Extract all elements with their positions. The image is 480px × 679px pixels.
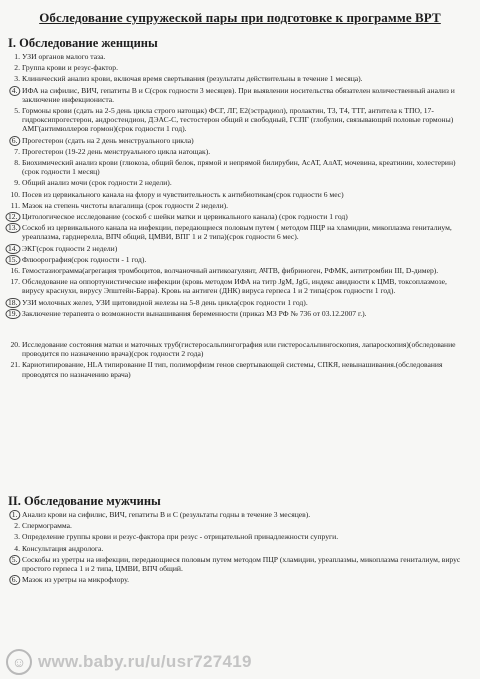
women-exam-item [0, 158, 466, 176]
item-text: Клинический анализ крови, включая время свертывания (результаты действительны в течение 1 месяца). [22, 74, 363, 84]
item-number: 19. [6, 309, 21, 319]
item-number: 9. [14, 178, 20, 188]
women-section-heading: I. Обследование женщины [8, 36, 158, 50]
item-text: УЗИ органов малого таза. [22, 52, 106, 61]
item-text: Общий анализ мочи (срок годности 2 недели). [22, 178, 172, 188]
women-exam-item [0, 201, 466, 210]
item-number: 12. [6, 212, 21, 222]
women-exam-item [0, 178, 466, 187]
item-text: ИФА на сифилис, ВИЧ, гепатиты В и С(срок годности 3 месяцев). При выявлении носительства обязателен количественный анализ и заключение инфекциониста. [22, 85, 455, 104]
item-text: Обследование на оппортунистические инфекции (кровь методом ИФА на титр JgM, JgG, индекс авидности к ЦМВ, токсоплазмозе, вирусу краснухи, вирусу Эпштейн-Барра). Кровь на антиген (ДНК) вируса герпеса 1 и 2 типа(срок годности 1 год). [22, 277, 447, 296]
item-text: Заключение терапевта о возможности вынашивания беременности (приказ МЗ РФ № 736 от 03.12.2007 г.). [22, 308, 367, 318]
item-number: 2. [14, 63, 20, 73]
item-number: 6. [9, 575, 20, 585]
women-exam-item [0, 340, 466, 358]
men-section-heading: II. Обследование мужчины [8, 494, 161, 508]
item-text: Определение группы крови и резус-фактора при резус - отрицательной принадлежности супруги. [22, 532, 339, 542]
men-exam-item [0, 521, 466, 530]
item-number: 3. [14, 74, 20, 84]
women-exam-item [0, 223, 466, 241]
item-text: Биохимический анализ крови (глюкоза, общий белок, прямой и непрямой билирубин, АсАТ, АлАТ, мочевина, креатинин, холестерин) (срок годности 1 месяц) [22, 158, 456, 177]
site-watermark [6, 649, 252, 675]
item-text: Прогестерон (19-22 день менструального цикла натощак). [22, 146, 211, 156]
item-text: Соскоб из цервикального канала на инфекции, передающиеся половым путем ( методом ПЦР на хламидии, микоплазма гениталиум, уреаплазма, гарднерелла, ВПЧ общий, ЦМВИ, ВПГ 1 и 2 типа)(срок годности 6 мес). [22, 223, 452, 242]
women-exam-item [0, 190, 466, 199]
women-exam-item [0, 309, 466, 318]
women-exam-item [0, 147, 466, 156]
women-exam-item [0, 277, 466, 295]
item-text: Кариотипирование, HLA типирование II тип, полиморфизм генов свертывающей системы, СПКЯ, невынашивания.(обследования проводятся по назначению врача) [22, 360, 443, 379]
item-number: 5. [9, 555, 20, 565]
item-text: Группа крови и резус-фактор. [22, 63, 118, 73]
item-number: 18. [6, 298, 21, 308]
item-number: 3. [14, 532, 20, 542]
women-exam-item [0, 86, 466, 104]
item-text: Посев из цервикального канала на флору и чувствительность к антибиотикам(срок годности 6 мес) [22, 189, 344, 199]
item-number: 1. [9, 510, 20, 520]
item-text: Мазок на степень чистоты влагалища (срок годности 2 недели). [22, 200, 229, 210]
baby-face-icon: ☺ [6, 649, 32, 675]
item-number: 15. [6, 255, 21, 265]
item-text: Спермограмма. [22, 521, 72, 531]
women-exam-item [0, 255, 466, 264]
item-text: Анализ крови на сифилис, ВИЧ, гепатиты В и С (результаты годны в течение 3 месяцев). [22, 510, 311, 519]
men-exam-list [0, 508, 466, 584]
item-text: Прогестерон (сдать на 2 день менструального цикла) [22, 135, 194, 145]
item-text: Гормоны крови (сдать на 2-5 день цикла строго натощак) ФСГ, ЛГ, Е2(эстрадиол), пролактин, Т3, Т4, ТТГ, антитела к ТПО, 17-гидроксипрогестерон, андростендион, ДЭАС-С, тестостерон общий и свободный, ГСПГ (глобулин, связывающий половые гормоны) АМГ(антимюллеров гормон)(срок годности 1 год). [22, 106, 454, 134]
item-number: 4. [14, 543, 20, 553]
item-number: 13. [6, 223, 21, 233]
item-text: Гемостазиограмма(агрегация тромбоцитов, волчаночный антикоагулянт, АЧТВ, фибриноген, РФМК, антитромбин III, D-димер). [22, 266, 439, 276]
women-exam-list [0, 50, 466, 379]
item-number: 5. [14, 106, 20, 116]
watermark-text: www.baby.ru/u/usr727419 [38, 652, 252, 671]
women-exam-item [0, 360, 466, 378]
item-number: 20. [10, 340, 20, 350]
item-number: 17. [10, 277, 20, 287]
item-text: Исследование состояния матки и маточных труб(гистеросальпингография или гистеросальпингоскопия, лапароскопия)(обследование проводится по назначению врача)(срок годности 2 года) [22, 340, 456, 359]
item-number: 11. [10, 200, 20, 210]
women-exam-item [0, 244, 466, 253]
men-exam-item [0, 555, 466, 573]
men-exam-item [0, 532, 466, 541]
document-title: Обследование супружеской пары при подготовке к программе ВРТ [39, 10, 441, 25]
item-text: ЭКГ(срок годности 2 недели) [22, 243, 118, 253]
women-exam-item [0, 52, 466, 61]
item-number: 7. [14, 146, 20, 156]
women-exam-item [0, 266, 466, 275]
item-number: 8. [14, 158, 20, 168]
men-exam-item [0, 544, 466, 553]
item-number: 10. [10, 189, 20, 199]
item-number: 4. [9, 86, 20, 96]
item-text: Консультация андролога. [22, 543, 104, 553]
item-number: 6. [9, 136, 20, 146]
women-exam-item [0, 74, 466, 83]
men-exam-item [0, 510, 466, 519]
women-exam-item [0, 63, 466, 72]
item-number: 21. [10, 360, 20, 370]
men-exam-item [0, 575, 466, 584]
item-number: 14. [6, 244, 21, 254]
women-exam-item [0, 106, 466, 134]
item-number: 2. [14, 521, 20, 531]
women-exam-item [0, 212, 466, 221]
women-exam-item [0, 136, 466, 145]
item-text: Цитологическое исследование (соскоб с шейки матки и цервикального канала) (срок годности 1 год) [22, 212, 348, 222]
item-text: УЗИ молочных желез, УЗИ щитовидной железы на 5-8 день цикла(срок годности 1 год). [22, 297, 308, 307]
women-exam-item [0, 298, 466, 307]
item-number: 16. [10, 266, 20, 276]
item-text: Соскобы из уретры на инфекции, передающиеся половым путем методом ПЦР (хламидии, уреаплазмы, микоплазма гениталиум, вирус простого герпеса 1 и 2 типа, ЦМВИ, ВПЧ общий. [22, 554, 461, 574]
item-text: Мазок из уретры на микрофлору. [22, 575, 130, 585]
item-text: Флюорография(срок годности - 1 год). [22, 254, 147, 264]
item-number: 1. [14, 52, 20, 61]
